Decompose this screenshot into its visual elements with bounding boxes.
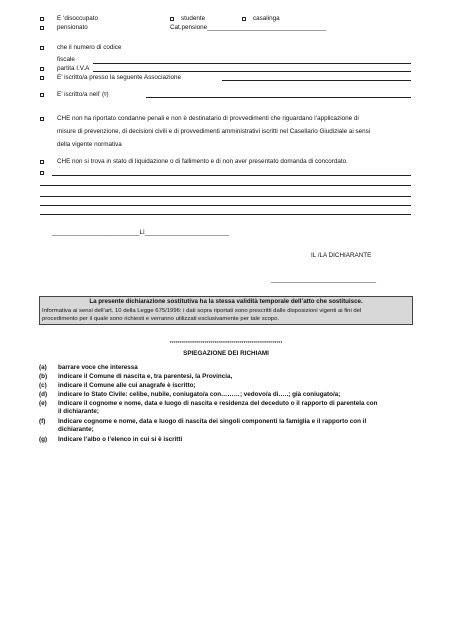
notice-line-1: Informativa ai sensi dell’art. 10 della Legge 675/1996: i dati sopra riportati sono prescritti dalle disposizioni vigenti ai fini del (42, 308, 362, 314)
option-casalinga-label: casalinga (253, 15, 280, 22)
list-item-text: indicare lo Stato Civile: celibe, nubile, coniugato/a con………; vedovo/a di…..; già coniugato/a; (58, 391, 341, 398)
checkbox-codice[interactable] (40, 46, 44, 50)
codice-fiscale-label: fiscale (57, 56, 75, 63)
list-item-key: (f) (39, 418, 46, 425)
list-item-key: (c) (39, 382, 47, 389)
checkbox-pensionato[interactable] (40, 26, 44, 30)
altro-line-3[interactable] (40, 196, 411, 197)
list-item (39, 373, 419, 381)
list-item-text: indicare il Comune alle cui anagrafe è iscritto; (58, 382, 196, 389)
list-item (39, 391, 419, 399)
codice-label: che il numero di codice (57, 44, 122, 51)
list-item-key: (a) (39, 364, 47, 371)
option-pensionato-label: pensionato (57, 24, 88, 31)
albo-label: E’ iscritto/a nell’ (ᵍ) (57, 91, 109, 98)
list-item (39, 418, 419, 434)
list-item-text: il dichiarante; (58, 408, 99, 415)
checkbox-albo[interactable] (40, 93, 44, 97)
checkbox-partita-iva[interactable] (40, 67, 44, 71)
checkbox-associazione[interactable] (40, 76, 44, 80)
liquidazione-label: CHE non si trova in stato di liquidazione o di fallimento e di non aver presentato domanda di concordato. (57, 158, 348, 165)
associazione-label: E’ iscritto/a presso la seguente Associazione (57, 74, 182, 81)
list-item-key: (b) (39, 373, 48, 380)
dichiarante-label: IL /LA DICHIARANTE (311, 252, 372, 259)
option-studente-label: studente (181, 15, 206, 22)
partita-iva-label: partita I.V.A (57, 65, 90, 72)
list-item (39, 364, 419, 372)
altro-line-2[interactable] (40, 185, 411, 186)
checkbox-disoccupato[interactable] (40, 17, 44, 21)
checkbox-condanne[interactable] (40, 117, 44, 121)
list-item (39, 436, 419, 444)
checkbox-studente[interactable] (170, 17, 174, 21)
signature-line[interactable]: ______________________________ (271, 276, 377, 283)
place-date-field[interactable]: _________________________Lì________________________ (52, 229, 229, 236)
altro-line-4[interactable] (40, 205, 411, 206)
list-item-text: Indicare l’albo o l’elenco in cui si è iscritti (58, 436, 183, 443)
list-item-key: (d) (39, 391, 48, 398)
condanne-line-2: misure di prevenzione, di decisioni civili e di provvedimenti amministrativi iscritti nel Casellario Giudiziale ai sensi (57, 128, 371, 135)
condanne-line-1: CHE non ha riportato condanne penali e non è destinatario di provvedimenti che riguardano l’applicazione di (57, 115, 359, 122)
list-item (39, 400, 419, 416)
checkbox-liquidazione[interactable] (40, 160, 44, 164)
notice-line-2: procedimento per il quale sono richiesti e verranno utilizzati esclusivamente per tale scopo. (42, 316, 280, 322)
separator: ********************************************************** (169, 341, 283, 347)
checkbox-altro[interactable] (40, 171, 44, 175)
albo-line[interactable] (146, 97, 411, 98)
list-item-key: (e) (39, 400, 47, 407)
list-item-key: (g) (39, 436, 48, 443)
notice-box (39, 296, 413, 325)
altro-line-1[interactable] (52, 175, 411, 176)
cat-pensione-field[interactable]: Cat.pensione__________________________________ (170, 24, 327, 31)
altro-line-5[interactable] (40, 214, 411, 215)
list-item (39, 382, 419, 390)
spiegazione-title: SPIEGAZIONE DEI RICHIAMI (183, 350, 269, 357)
list-item-text: barrare voce che interessa (58, 364, 138, 371)
list-item-text: indicare il Comune di nascita e, tra parentesi, la Provincia, (58, 373, 233, 380)
partita-iva-line[interactable] (93, 71, 411, 72)
codice-fiscale-line[interactable] (93, 63, 411, 64)
option-disoccupato-label: E ‘disoccupato (57, 15, 98, 22)
checkbox-casalinga[interactable] (242, 17, 246, 21)
list-item-text: Indicare il cognome e nome, data e luogo di nascita e residenza del deceduto o il rapporto di parentela con (58, 400, 378, 407)
associazione-line[interactable] (222, 80, 411, 81)
condanne-line-3: della vigente normativa (57, 141, 122, 148)
list-item-text: Indicare cognome e nome, data e luogo di nascita dei singoli componenti la famiglia e il rapporto con il (58, 418, 367, 425)
list-item-text: dichiarante; (58, 426, 94, 433)
notice-title: La presente dichiarazione sostitutiva ha la stessa validità temporale dell’atto che sostituisce. (89, 298, 363, 305)
